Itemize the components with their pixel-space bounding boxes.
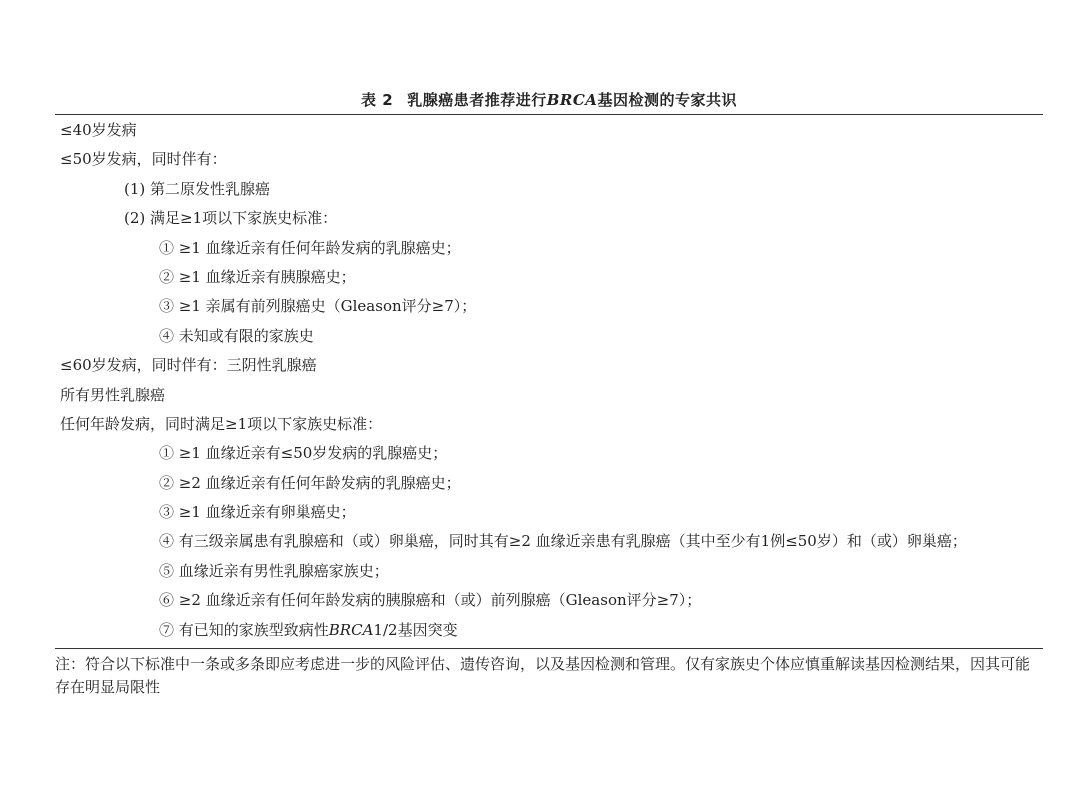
family-history-item: ① ≥1 血缘近亲有任何年龄发病的乳腺癌史；	[159, 238, 461, 257]
title-gene-name: BRCA	[546, 91, 598, 109]
family-history-item: ② ≥1 血缘近亲有胰腺癌史；	[159, 267, 356, 286]
title-text-after: 基因检测的专家共识	[597, 91, 737, 109]
family-history-item: ② ≥2 血缘近亲有任何年龄发病的乳腺癌史；	[159, 473, 461, 492]
criterion-row: 所有男性乳腺癌	[60, 385, 166, 404]
table-title	[55, 86, 1043, 114]
item-text-before: ⑦ 有已知的家族型致病性	[159, 620, 329, 639]
sub-criterion-row: (1) 第二原发性乳腺癌	[124, 179, 271, 198]
item-text-after: 1/2基因突变	[373, 620, 458, 639]
family-history-item	[55, 616, 1043, 645]
family-history-item: ⑤ 血缘近亲有男性乳腺癌家族史；	[159, 561, 389, 580]
item-gene-name: BRCA	[328, 620, 374, 639]
title-text-before: 乳腺癌患者推荐进行	[407, 91, 547, 109]
family-history-item: ④ 未知或有限的家族史	[159, 326, 314, 345]
family-history-item: ③ ≥1 血缘近亲有卵巢癌史；	[159, 503, 356, 522]
criterion-row: ≤50岁发病，同时伴有：	[60, 150, 227, 169]
table-number: 表 2	[361, 91, 394, 109]
family-history-item: ⑥ ≥2 血缘近亲有任何年龄发病的胰腺癌和（或）前列腺癌（Gleason评分≥7）；	[159, 591, 702, 610]
criterion-row: ≤40岁发病	[60, 121, 137, 139]
consensus-table	[55, 86, 1043, 699]
family-history-item: ① ≥1 血缘近亲有≤50岁发病的乳腺癌史；	[159, 444, 448, 463]
criterion-row: 任何年龄发病，同时满足≥1项以下家族史标准：	[60, 414, 383, 433]
sub-criterion-row: (2) 满足≥1项以下家族史标准：	[124, 209, 338, 228]
family-history-item: ④ 有三级亲属患有乳腺癌和（或）卵巢癌，同时其有≥2 血缘近亲患有乳腺癌（其中至少有1例≤50岁）和（或）卵巢癌；	[159, 532, 967, 551]
criterion-row: ≤60岁发病，同时伴有：三阴性乳腺癌	[60, 356, 317, 375]
table-body	[55, 115, 1043, 648]
family-history-item: ③ ≥1 亲属有前列腺癌史（Gleason评分≥7）；	[159, 297, 477, 316]
table-note: 注：符合以下标准中一条或多条即应考虑进一步的风险评估、遗传咨询，以及基因检测和管理。仅有家族史个体应慎重解读基因检测结果，因其可能存在明显局限性	[55, 655, 1031, 697]
